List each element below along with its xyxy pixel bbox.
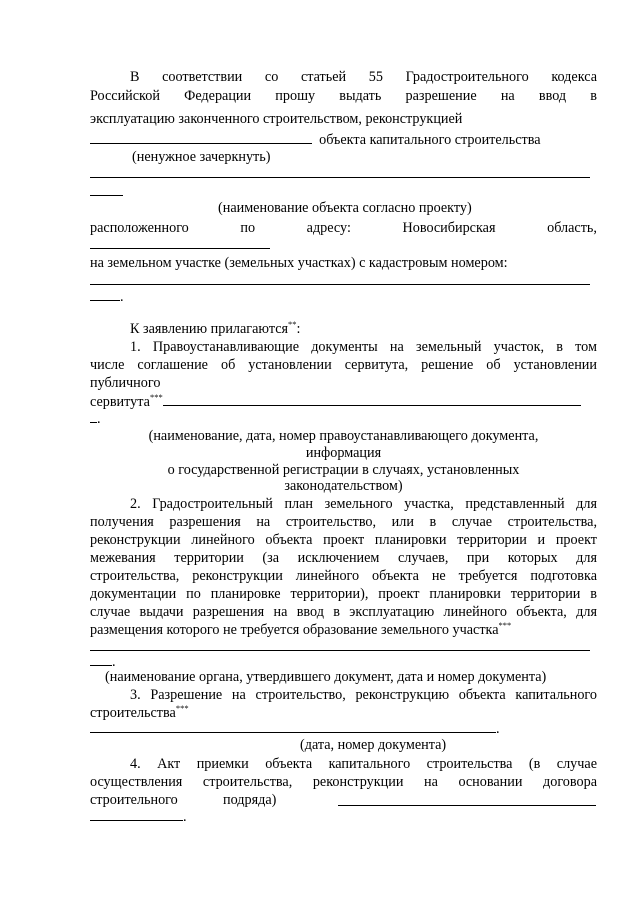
field-caption: (ненужное зачеркнуть)	[132, 149, 271, 165]
attachments-heading	[90, 321, 597, 338]
field-caption: (наименование объекта согласно проекту)	[218, 200, 472, 216]
blank-field[interactable]	[90, 195, 123, 196]
paragraph-line	[90, 393, 597, 411]
paragraph-line	[90, 720, 597, 738]
text: строительства	[90, 705, 176, 721]
field-caption: (наименование органа, утвердившего документ, дата и номер документа)	[105, 669, 547, 685]
paragraph-line: на земельном участке (земельных участках) с кадастровым номером:	[90, 255, 508, 271]
text: адресу:	[306, 220, 351, 236]
blank-field[interactable]	[90, 410, 97, 423]
paragraph-line: эксплуатацию законченного строительством, реконструкцией	[90, 111, 463, 127]
paragraph-line	[90, 288, 597, 306]
blank-field[interactable]	[90, 650, 590, 651]
blank-field[interactable]	[90, 808, 183, 821]
blank-field[interactable]	[338, 793, 596, 806]
paragraph-line	[90, 622, 597, 639]
text: подряда)	[223, 792, 277, 808]
paragraph-line: осуществления строительства, реконструкции на основании договора	[90, 774, 597, 790]
footnote-mark: ***	[498, 620, 512, 630]
blank-field[interactable]	[90, 653, 112, 666]
paragraph-line: 3. Разрешение на строительство, реконструкцию объекта капитального	[130, 687, 597, 703]
paragraph-line: числе соглашение об установлении сервитута, решение об установлении	[90, 357, 597, 373]
text: расположенного	[90, 220, 189, 236]
text: размещения которого не требуется образование земельного участка	[90, 622, 499, 638]
blank-field[interactable]	[90, 720, 496, 733]
blank-field[interactable]	[90, 284, 590, 285]
field-caption: (дата, номер документа)	[300, 737, 447, 753]
blank-field[interactable]	[90, 248, 270, 249]
paragraph-line: строительства, реконструкции линейного объекта не требуется подготовка	[90, 568, 597, 584]
paragraph-line: получения разрешения на строительство, или в случае строительства,	[90, 514, 597, 530]
field-caption: о государственной регистрации в случаях, установленных	[167, 462, 520, 478]
paragraph-line	[90, 808, 597, 826]
paragraph-line	[90, 131, 597, 149]
text: область,	[547, 220, 597, 236]
paragraph-line: публичного	[90, 375, 161, 391]
paragraph-line	[90, 410, 597, 428]
field-caption: законодательством)	[284, 478, 403, 494]
text: .	[120, 289, 124, 305]
blank-field[interactable]	[90, 177, 590, 178]
paragraph-line: случае выдачи разрешения на ввод в эксплуатацию линейного объекта, для	[90, 604, 597, 620]
blank-field[interactable]	[90, 131, 312, 144]
paragraph-line: реконструкции линейного объекта проект планировки территории и проект	[90, 532, 597, 548]
text: :	[296, 321, 301, 337]
paragraph-line: В соответствии со статьей 55 Градостроительного кодекса	[130, 69, 597, 85]
paragraph-line: межевания территории (за исключением случаев, при которых для	[90, 550, 597, 566]
footnote-mark: **	[288, 319, 297, 329]
text: Новосибирская	[402, 220, 496, 236]
text: .	[97, 411, 101, 427]
footnote-mark: ***	[175, 703, 189, 713]
blank-field[interactable]	[90, 288, 120, 301]
text: по	[240, 220, 256, 236]
text: .	[496, 721, 500, 737]
paragraph-line: 1. Правоустанавливающие документы на земельный участок, в том	[130, 339, 597, 355]
text: .	[183, 809, 187, 825]
paragraph-line: документации по планировке территории), проект планировки территории в	[90, 586, 597, 602]
blank-field[interactable]	[163, 393, 581, 406]
paragraph-line: Российской Федерации прошу выдать разрешение на ввод в	[90, 88, 597, 104]
text: К заявлению прилагаются	[130, 321, 289, 337]
paragraph-line: 4. Акт приемки объекта капитального строительства (в случае	[130, 756, 597, 772]
footnote-mark: ***	[149, 392, 163, 402]
text: объекта капитального строительства	[319, 132, 541, 148]
paragraph-line	[90, 792, 597, 809]
address-line	[90, 220, 597, 237]
text: строительного	[90, 792, 178, 808]
text: сервитута	[90, 394, 150, 410]
field-caption: информация	[305, 445, 382, 461]
paragraph-line: 2. Градостроительный план земельного участка, представленный для	[130, 496, 597, 512]
field-caption: (наименование, дата, номер правоустанавливающего документа,	[148, 428, 539, 444]
text: .	[112, 654, 116, 670]
